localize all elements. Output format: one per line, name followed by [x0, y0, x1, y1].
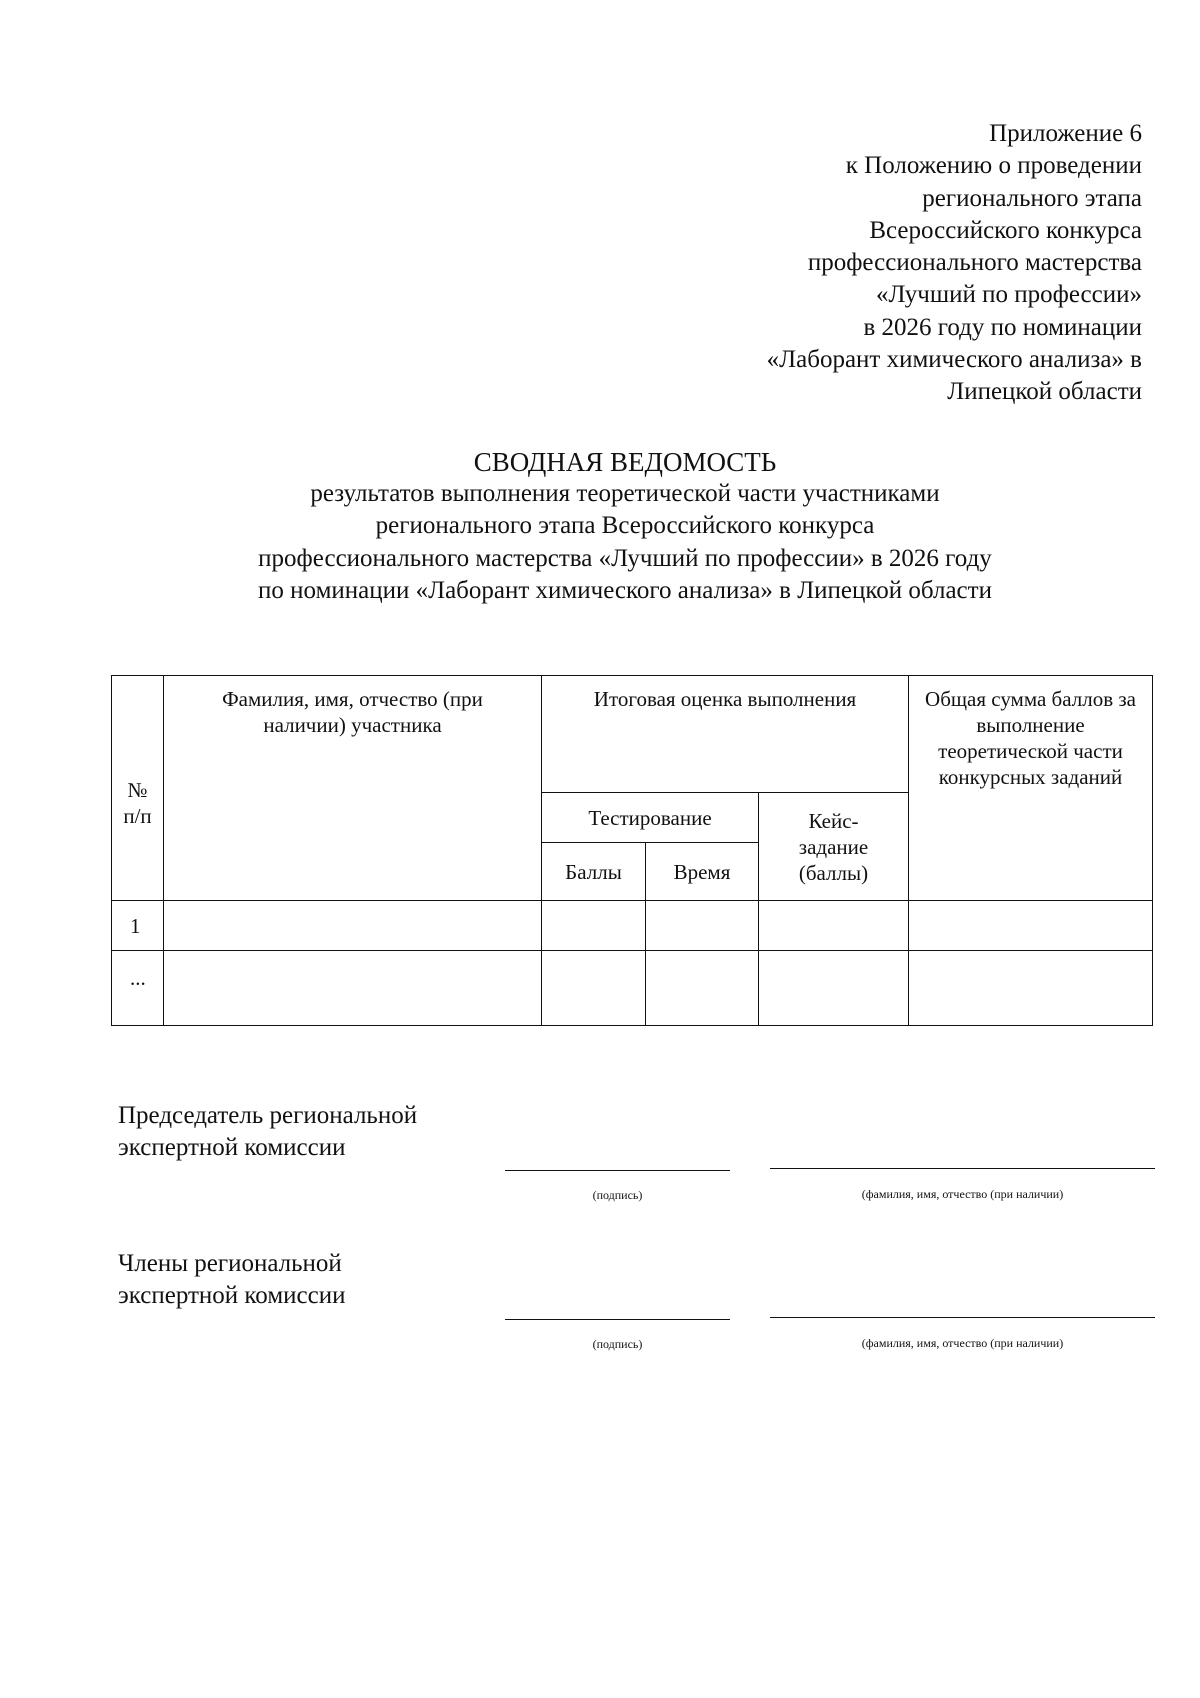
appendix-line: Всероссийского конкурса [869, 216, 1142, 244]
header-final-score: Итоговая оценка выполнения [542, 676, 909, 793]
appendix-line: «Лаборант химического анализа» в [766, 346, 1142, 374]
header-number [112, 676, 164, 901]
header-number-sign: № [127, 778, 148, 802]
row-case [759, 901, 909, 951]
row-total [909, 951, 1153, 1026]
chairman-label-line: Председатель региональной [118, 1102, 418, 1129]
header-time: Время [646, 843, 759, 901]
document-subtitle [0, 478, 1200, 607]
members-label [118, 1248, 345, 1313]
row-total [909, 901, 1153, 951]
chairman-signature-caption: (подпись) [592, 1188, 643, 1202]
header-number-pp: п/п [123, 804, 152, 828]
table-row [112, 901, 1153, 951]
header-points: Баллы [542, 843, 646, 901]
row-number: ... [112, 951, 164, 1026]
subtitle-line: по номинации «Лаборант химического анализа» в Липецкой области [258, 576, 992, 604]
document-title: СВОДНАЯ ВЕДОМОСТЬ [473, 447, 777, 477]
header-case-line: задание [798, 834, 869, 859]
row-time [646, 901, 759, 951]
members-name-caption: (фамилия, имя, отчество (при наличии) [861, 1336, 1064, 1350]
table-row [112, 951, 1153, 1026]
row-time [646, 951, 759, 1026]
members-label-line: Члены региональной [118, 1250, 342, 1277]
row-case [759, 951, 909, 1026]
row-points [542, 901, 646, 951]
row-points [542, 951, 646, 1026]
subtitle-line: профессионального мастерства «Лучший по профессии» в 2026 году [258, 544, 992, 572]
appendix-line: в 2026 году по номинации [863, 313, 1142, 341]
members-signature-line [505, 1319, 730, 1320]
members-signature-caption: (подпись) [592, 1337, 643, 1351]
chairman-signature-line [505, 1170, 730, 1171]
appendix-line: Приложение 6 [989, 120, 1142, 147]
appendix-line: «Лучший по профессии» [875, 281, 1142, 309]
chairman-label [118, 1100, 417, 1165]
header-case-line: Кейс- [808, 808, 859, 833]
appendix-line: регионального этапа [922, 184, 1142, 212]
chairman-name-line [770, 1168, 1155, 1169]
appendix-line: Липецкой области [947, 378, 1142, 406]
members-name-line [770, 1317, 1155, 1318]
members-label-line: экспертной комиссии [118, 1282, 346, 1310]
chairman-name-caption: (фамилия, имя, отчество (при наличии) [861, 1187, 1064, 1201]
row-name [164, 951, 542, 1026]
subtitle-line: регионального этапа Всероссийского конкурса [375, 512, 875, 540]
header-case-line: (баллы) [798, 860, 869, 885]
appendix-line: профессионального мастерства [807, 249, 1142, 277]
header-total-score: Общая сумма баллов за выполнение теоретической части конкурсных заданий [909, 676, 1153, 901]
header-testing: Тестирование [542, 793, 759, 843]
appendix-header [622, 118, 1142, 409]
row-name [164, 901, 542, 951]
appendix-line: к Положению о проведении [845, 152, 1142, 180]
row-number: 1 [112, 901, 164, 951]
results-table [111, 675, 1153, 1026]
header-case-task [759, 793, 909, 901]
header-participant-name: Фамилия, имя, отчество (при наличии) участника [164, 676, 542, 901]
subtitle-line: результатов выполнения теоретической части участниками [310, 480, 940, 507]
chairman-label-line: экспертной комиссии [118, 1134, 346, 1162]
